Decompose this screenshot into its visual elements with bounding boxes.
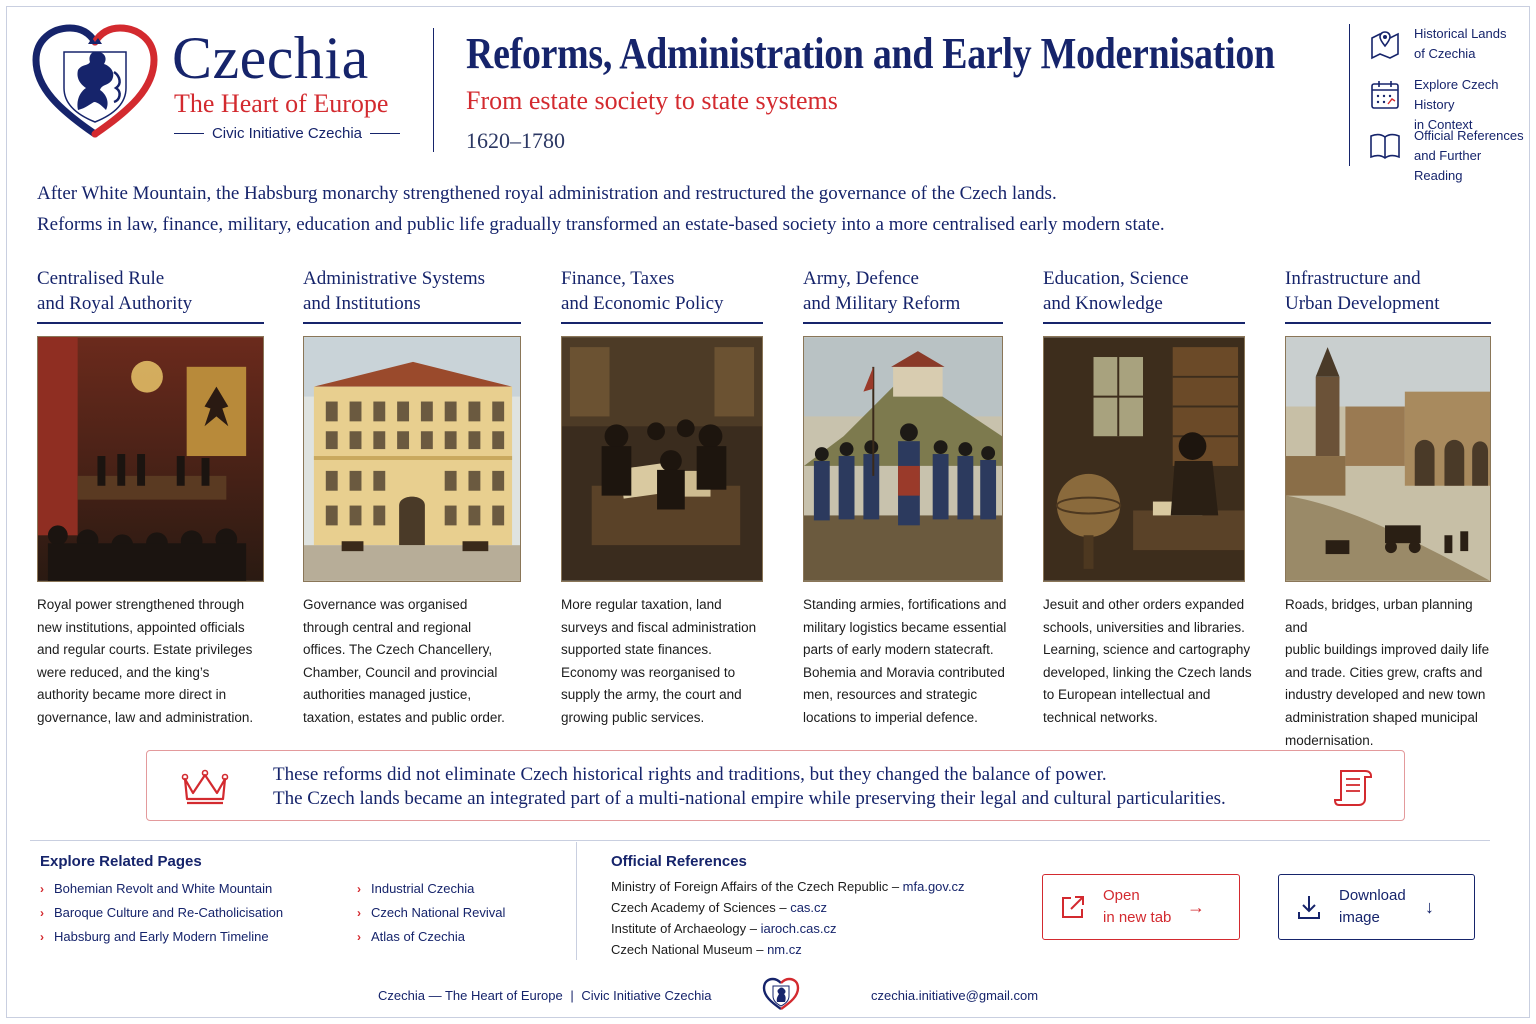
body-line: authorities managed justice, (303, 687, 472, 703)
column-finance-taxes (561, 266, 763, 725)
chevron-right-icon: › (357, 930, 361, 944)
side-link-historical-lands[interactable] (1368, 24, 1528, 75)
column-heading-line: Infrastructure and (1285, 268, 1421, 289)
chevron-right-icon: › (40, 882, 44, 896)
body-line: Royal power strengthened through (37, 597, 245, 612)
open-button-label (1103, 885, 1183, 929)
footer-heart-logo-icon (762, 977, 800, 1011)
column-heading (37, 266, 264, 318)
column-heading-line: Army, Defence (803, 268, 919, 289)
side-link-explore-history[interactable] (1368, 75, 1528, 132)
header-divider (433, 28, 434, 152)
reference-item (611, 876, 965, 897)
body-line: administration shaped municipal (1285, 709, 1478, 725)
body-line: Chamber, Council and provincial (303, 664, 498, 680)
body-line: schools, universities and libraries. (1043, 619, 1245, 635)
related-link[interactable] (357, 877, 505, 901)
column-heading (1285, 266, 1491, 318)
related-link-label: Czech National Revival (371, 905, 506, 920)
reference-name: Czech Academy of Sciences – (611, 900, 791, 915)
reference-name: Ministry of Foreign Affairs of the Czech Republic – (611, 879, 903, 894)
footer-brand: Czechia — The Heart of Europe (378, 988, 563, 1003)
body-line: authority became more direct in (37, 687, 227, 703)
download-icon (1295, 893, 1323, 921)
column-heading-line: and Economic Policy (561, 293, 724, 314)
civic-label: Civic Initiative Czechia (211, 125, 363, 142)
side-link-label: Official References (1414, 128, 1524, 143)
column-rule (303, 322, 521, 324)
column-heading-line: Urban Development (1285, 293, 1440, 314)
button-label-line: Open (1103, 887, 1140, 904)
column-infrastructure (1285, 266, 1491, 748)
related-link-label: Habsburg and Early Modern Timeline (54, 929, 269, 944)
body-line: through central and regional (303, 619, 472, 635)
column-rule (1285, 322, 1491, 324)
column-rule (803, 322, 1003, 324)
body-line: technical networks. (1043, 709, 1158, 725)
body-line: surveys and fiscal administration (561, 619, 757, 635)
brand-title: Czechia (172, 25, 369, 91)
intro-text (37, 178, 1497, 240)
body-line: new institutions, appointed officials (37, 619, 245, 635)
side-link-official-references[interactable] (1368, 126, 1528, 183)
treasury-office-painting (561, 336, 763, 582)
column-administrative-systems (303, 266, 521, 725)
column-heading-line: and Knowledge (1043, 293, 1163, 314)
callout-text (273, 763, 1226, 811)
reference-name: Czech National Museum – (611, 942, 768, 957)
intro-line-2: Reforms in law, finance, military, education and public life gradually transformed an estate-based society into a more centralised early modern state. (37, 214, 1165, 235)
open-new-tab-button[interactable] (1042, 874, 1240, 940)
references-heading: Official References (611, 853, 747, 870)
body-line: offices. The Czech Chancellery, (303, 642, 493, 658)
reference-link[interactable]: nm.cz (767, 942, 802, 957)
body-line: Governance was organised (303, 597, 468, 612)
column-heading (803, 266, 1003, 318)
body-line: Bohemia and Moravia contributed (803, 664, 1005, 680)
download-button-label (1339, 885, 1419, 929)
arrow-down-icon: ↓ (1425, 896, 1434, 917)
scroll-document-icon (1331, 767, 1375, 807)
side-link-label: and Further Reading (1414, 148, 1482, 183)
chevron-right-icon: › (357, 906, 361, 920)
related-list-left (40, 877, 283, 949)
body-line: developed, linking the Czech lands (1043, 664, 1252, 680)
heart-lion-logo-icon (30, 22, 160, 142)
map-pin-icon (1368, 26, 1402, 60)
body-line: parts of early modern statecraft. (803, 642, 994, 658)
reference-item (611, 918, 965, 939)
footer-separator: | (570, 988, 574, 1003)
footer-left (378, 988, 711, 1003)
body-line: locations to imperial defence. (803, 709, 978, 725)
column-heading-line: and Royal Authority (37, 293, 193, 314)
button-label-line: Download (1339, 887, 1406, 904)
footer-email[interactable]: czechia.initiative@gmail.com (871, 988, 1039, 1003)
body-line: supported state finances. (561, 642, 712, 658)
column-body (1043, 594, 1253, 730)
column-body (303, 594, 521, 730)
body-line: Economy was reorganised to (561, 664, 736, 680)
reference-link[interactable]: iaroch.cas.cz (760, 921, 837, 936)
column-heading-line: and Military Reform (803, 293, 961, 314)
marching-army-painting (803, 336, 1003, 582)
chevron-right-icon: › (40, 930, 44, 944)
column-heading (303, 266, 521, 318)
reference-item (611, 897, 965, 918)
external-link-icon (1059, 893, 1087, 921)
callout-line-1: These reforms did not eliminate Czech historical rights and traditions, but they changed the balance of power. (273, 764, 1107, 785)
column-heading-line: and Institutions (303, 293, 421, 314)
related-link[interactable] (40, 925, 283, 949)
royal-court-painting (37, 336, 264, 582)
body-line: taxation, estates and public order. (303, 709, 505, 725)
column-heading (1043, 266, 1245, 318)
body-line: Roads, bridges, urban planning and (1285, 597, 1473, 635)
related-link[interactable] (357, 901, 505, 925)
side-link-label: in Context (1414, 117, 1473, 132)
column-heading-line: Administrative Systems (303, 268, 486, 289)
body-line: industry developed and new town (1285, 687, 1486, 703)
related-link-label: Industrial Czechia (371, 881, 475, 896)
related-link[interactable] (40, 877, 283, 901)
column-rule (37, 322, 264, 324)
chevron-right-icon: › (357, 882, 361, 896)
body-line: Jesuit and other orders expanded (1043, 597, 1245, 612)
side-link-label: of Czechia (1414, 46, 1476, 61)
column-heading-line: Centralised Rule (37, 268, 165, 289)
page-years: 1620–1780 (466, 128, 565, 153)
column-body (1285, 594, 1495, 752)
column-heading-line: Finance, Taxes (561, 268, 675, 289)
callout-line-2: The Czech lands became an integrated part of a multi-national empire while preserving their legal and cultural particularities. (273, 788, 1226, 809)
scholar-library-painting (1043, 336, 1245, 582)
related-link-label: Atlas of Czechia (371, 929, 465, 944)
related-link[interactable] (357, 925, 505, 949)
body-line: supply the army, the court and (561, 687, 742, 703)
related-link-label: Baroque Culture and Re-Catholicisation (54, 905, 284, 920)
reference-name: Institute of Archaeology – (611, 921, 761, 936)
body-line: More regular taxation, land (561, 597, 722, 612)
book-icon (1368, 128, 1402, 162)
side-links (1368, 24, 1528, 183)
column-body (37, 594, 264, 730)
related-link[interactable] (40, 901, 283, 925)
chevron-right-icon: › (40, 906, 44, 920)
column-centralised-rule (37, 266, 264, 725)
body-line: men, resources and strategic (803, 687, 978, 703)
related-heading: Explore Related Pages (40, 853, 202, 870)
reference-link[interactable]: cas.cz (790, 900, 828, 915)
page-title: Reforms, Administration and Early Modernisation (466, 29, 1275, 78)
side-link-label: Historical Lands (1414, 26, 1507, 41)
reference-link[interactable]: mfa.gov.cz (902, 879, 965, 894)
body-line: governance, law and administration. (37, 709, 254, 725)
column-rule (561, 322, 763, 324)
footer-civic: Civic Initiative Czechia (581, 988, 712, 1003)
body-line: and regular courts. Estate privileges (37, 642, 253, 658)
intro-line-1: After White Mountain, the Habsburg monarchy strengthened royal administration and restructured the governance of the Czech lands. (37, 183, 1057, 204)
brand-tagline: The Heart of Europe (174, 89, 389, 118)
button-label-line: image (1339, 909, 1380, 926)
download-image-button[interactable] (1278, 874, 1475, 940)
column-heading-line: Education, Science (1043, 268, 1189, 289)
related-link-label: Bohemian Revolt and White Mountain (54, 881, 273, 896)
button-label-line: in new tab (1103, 909, 1172, 926)
calendar-icon (1368, 77, 1402, 111)
column-body (803, 594, 1013, 730)
chancellery-building-painting (303, 336, 521, 582)
body-line: public buildings improved daily life (1285, 642, 1490, 658)
bottom-divider (30, 840, 1490, 841)
body-line: Learning, science and cartography (1043, 642, 1251, 658)
side-divider (1349, 24, 1350, 166)
brand-civic (174, 125, 400, 142)
column-heading (561, 266, 763, 318)
body-line: were reduced, and the king’s (37, 664, 210, 680)
column-army-defence (803, 266, 1007, 725)
arrow-right-icon: → (1187, 896, 1205, 917)
side-link-label: Explore Czech History (1414, 77, 1499, 112)
body-line: to European intellectual and (1043, 687, 1211, 703)
reference-item (611, 939, 965, 960)
column-education-science (1043, 266, 1252, 725)
summary-callout (146, 750, 1405, 821)
crown-icon (179, 769, 231, 805)
body-line: and trade. Cities grew, crafts and (1285, 664, 1483, 680)
references-list (611, 876, 965, 960)
body-line: growing public services. (561, 709, 705, 725)
body-line: Standing armies, fortifications and (803, 597, 1007, 612)
town-square-painting (1285, 336, 1491, 582)
bottom-column-divider (576, 842, 577, 960)
column-body (561, 594, 763, 730)
column-rule (1043, 322, 1245, 324)
related-list-right (357, 877, 505, 949)
body-line: military logistics became essential (803, 619, 1007, 635)
page-subtitle: From estate society to state systems (466, 86, 838, 115)
body-line: modernisation. (1285, 732, 1374, 748)
